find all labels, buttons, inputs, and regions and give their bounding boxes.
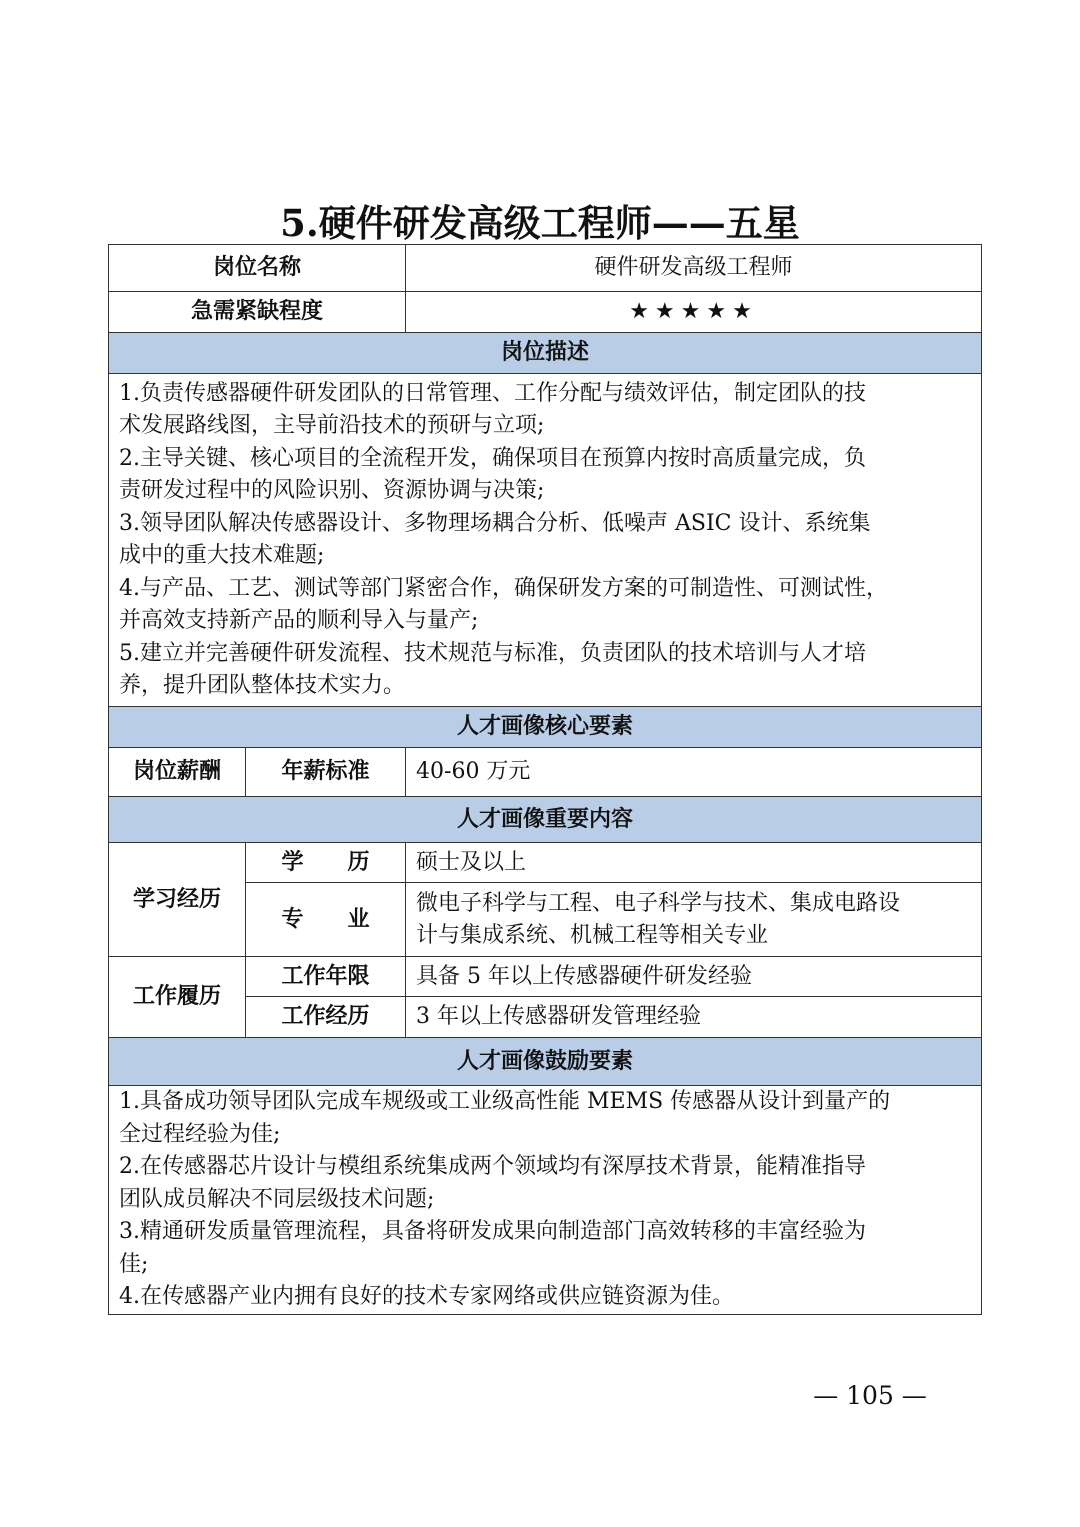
row-encourage-body — [109, 1086, 982, 1315]
work-years-value: 具备 5 年以上传感器硬件研发经验 — [406, 957, 982, 997]
work-years-label: 工作年限 — [246, 957, 406, 997]
work-experience-value: 3 年以上传感器研发管理经验 — [406, 997, 982, 1038]
row-description-header — [109, 333, 982, 374]
encourage-line: 团队成员解决不同层级技术问题; — [119, 1186, 435, 1212]
row-core-header — [109, 707, 982, 748]
page-title: 5.硬件研发高级工程师——五星 — [280, 201, 800, 245]
education-label: 学习经历 — [109, 843, 246, 957]
page-number: — 105 — — [813, 1381, 927, 1410]
urgency-stars: ★★★★★ — [406, 292, 982, 333]
major-value — [406, 883, 982, 957]
salary-value: 40-60 万元 — [406, 748, 982, 797]
encourage-line: 2.在传感器芯片设计与模组系统集成两个领域均有深厚技术背景，能精准指导 — [119, 1154, 866, 1180]
degree-label: 学 历 — [246, 843, 406, 883]
description-line: 1.负责传感器硬件研发团队的日常管理、工作分配与绩效评估，制定团队的技 — [119, 380, 866, 406]
encourage-line: 佳; — [119, 1251, 149, 1277]
row-salary — [109, 748, 982, 797]
degree-value: 硕士及以上 — [406, 843, 982, 883]
urgency-label: 急需紧缺程度 — [109, 292, 406, 333]
description-line: 养，提升团队整体技术实力。 — [119, 673, 406, 698]
description-header: 岗位描述 — [109, 333, 982, 374]
encourage-body — [109, 1086, 982, 1315]
row-important-header — [109, 797, 982, 843]
encourage-line: 4.在传感器产业内拥有良好的技术专家网络或供应链资源为佳。 — [119, 1284, 734, 1310]
row-degree — [109, 843, 982, 883]
row-position-name — [109, 245, 982, 292]
encourage-line: 3.精通研发质量管理流程，具备将研发成果向制造部门高效转移的丰富经验为 — [119, 1219, 866, 1245]
encourage-line: 全过程经验为佳; — [119, 1121, 281, 1147]
description-body — [109, 374, 982, 707]
major-label: 专 业 — [246, 883, 406, 957]
major-value-line: 微电子科学与工程、电子科学与技术、集成电路设 — [416, 890, 901, 916]
description-line: 3.领导团队解决传感器设计、多物理场耦合分析、低噪声 ASIC 设计、系统集 — [119, 510, 871, 536]
work-experience-label: 工作经历 — [246, 997, 406, 1038]
salary-label: 岗位薪酬 — [109, 748, 246, 797]
position-name-value: 硬件研发高级工程师 — [406, 245, 982, 292]
row-encourage-header — [109, 1038, 982, 1086]
description-line: 并高效支持新产品的顺利导入与量产; — [119, 608, 479, 633]
salary-sub-label: 年薪标准 — [246, 748, 406, 797]
row-urgency — [109, 292, 982, 333]
description-line: 术发展路线图，主导前沿技术的预研与立项; — [119, 413, 545, 438]
encourage-header: 人才画像鼓励要素 — [109, 1038, 982, 1086]
row-description-body — [109, 374, 982, 707]
core-header: 人才画像核心要素 — [109, 707, 982, 748]
position-name-label: 岗位名称 — [109, 245, 406, 292]
description-line: 2.主导关键、核心项目的全流程开发，确保项目在预算内按时高质量完成，负 — [119, 445, 866, 471]
description-line: 4.与产品、工艺、测试等部门紧密合作，确保研发方案的可制造性、可测试性， — [119, 575, 888, 601]
job-profile-table — [108, 244, 982, 1315]
row-work-years — [109, 957, 982, 997]
description-line: 成中的重大技术难题; — [119, 543, 325, 568]
encourage-line: 1.具备成功领导团队完成车规级或工业级高性能 MEMS 传感器从设计到量产的 — [119, 1089, 891, 1115]
description-line: 责研发过程中的风险识别、资源协调与决策; — [119, 478, 545, 503]
description-line: 5.建立并完善硬件研发流程、技术规范与标准，负责团队的技术培训与人才培 — [119, 640, 866, 666]
work-history-label: 工作履历 — [109, 957, 246, 1038]
important-header: 人才画像重要内容 — [109, 797, 982, 843]
major-value-line: 计与集成系统、机械工程等相关专业 — [416, 922, 769, 948]
